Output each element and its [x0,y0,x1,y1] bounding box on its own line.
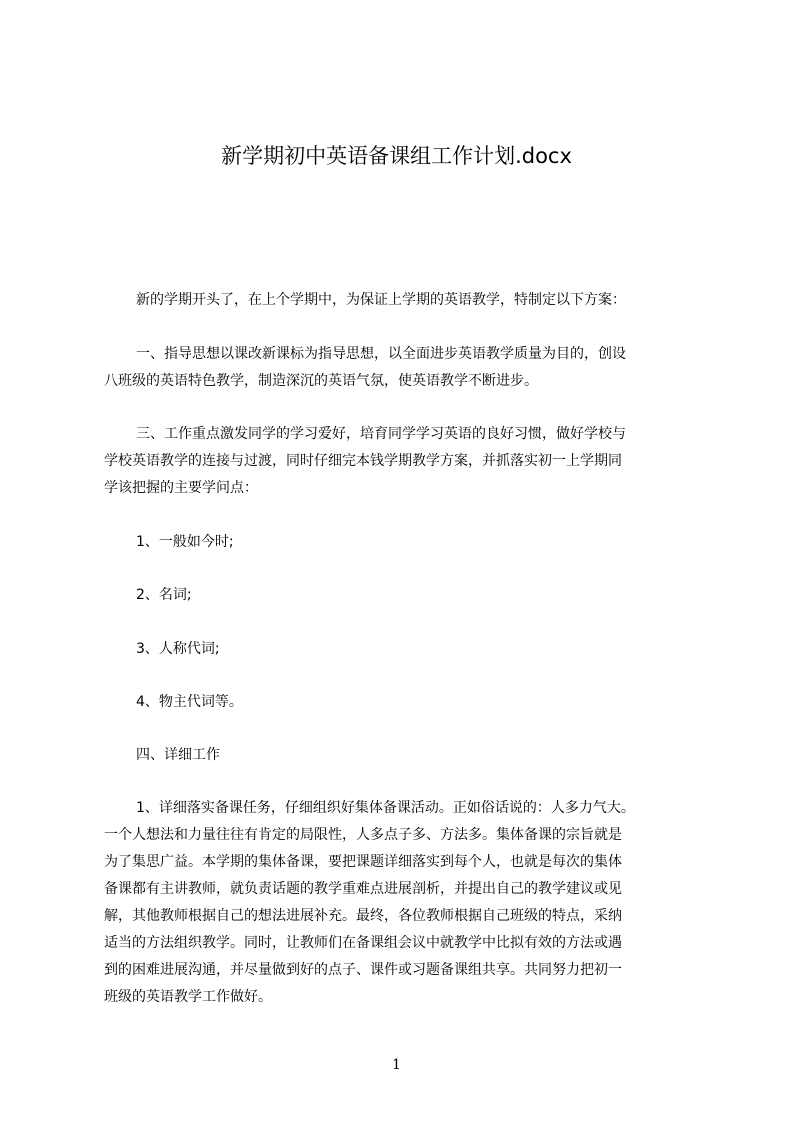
section4-line-4: 备课都有主讲教师，就负责话题的教学重难点进展剖析，并提出自己的教学建议或见 [104,881,622,897]
section1-line-1: 一、指导思想以课改新课标为指导思想，以全面进步英语教学质量为目的，创设 [136,346,626,362]
section4-line-3: 为了集思广益。本学期的集体备课，要把课题详细落实到每个人，也就是每次的集体 [104,854,622,870]
section3-line-3: 学该把握的主要学问点： [104,480,258,496]
section4-line-1: 1、详细落实备课任务，仔细组织好集体备课活动。正如俗话说的：人多力气大。 [136,800,635,816]
section4-line-7: 到的困难进展沟通，并尽量做到好的点子、课件或习题备课组共享。共同努力把初一 [104,962,622,978]
section4-line-2: 一个人想法和力量往往有肯定的局限性，人多点子多、方法多。集体备课的宗旨就是 [104,827,622,843]
section3-line-2: 学校英语教学的连接与过渡，同时仔细完本钱学期教学方案，并抓落实初一上学期同 [104,453,622,469]
document-title: 新学期初中英语备课组工作计划.docx [221,144,572,168]
list-item-4: 4、物主代词等。 [136,694,243,710]
list-item-1: 1、一般如今时; [136,534,234,550]
section4-line-8: 班级的英语教学工作做好。 [104,989,272,1005]
section4-heading: 四、详细工作 [136,747,220,763]
list-item-2: 2、名词; [136,587,192,603]
list-item-3: 3、人称代词; [136,641,220,657]
page-number: 1 [392,1057,401,1073]
intro-paragraph: 新的学期开头了，在上个学期中，为保证上学期的英语教学，特制定以下方案： [136,292,626,308]
section4-line-6: 适当的方法组织教学。同时，让教师们在备课组会议中就教学中比拟有效的方法或遇 [104,935,622,951]
section4-line-5: 解，其他教师根据自己的想法进展补充。最终，各位教师根据自己班级的特点，采纳 [104,908,622,924]
section3-line-1: 三、工作重点激发同学的学习爱好，培育同学学习英语的良好习惯，做好学校与 [136,426,626,442]
section1-line-2: 八班级的英语特色教学，制造深沉的英语气氛，使英语教学不断进步。 [104,373,538,389]
